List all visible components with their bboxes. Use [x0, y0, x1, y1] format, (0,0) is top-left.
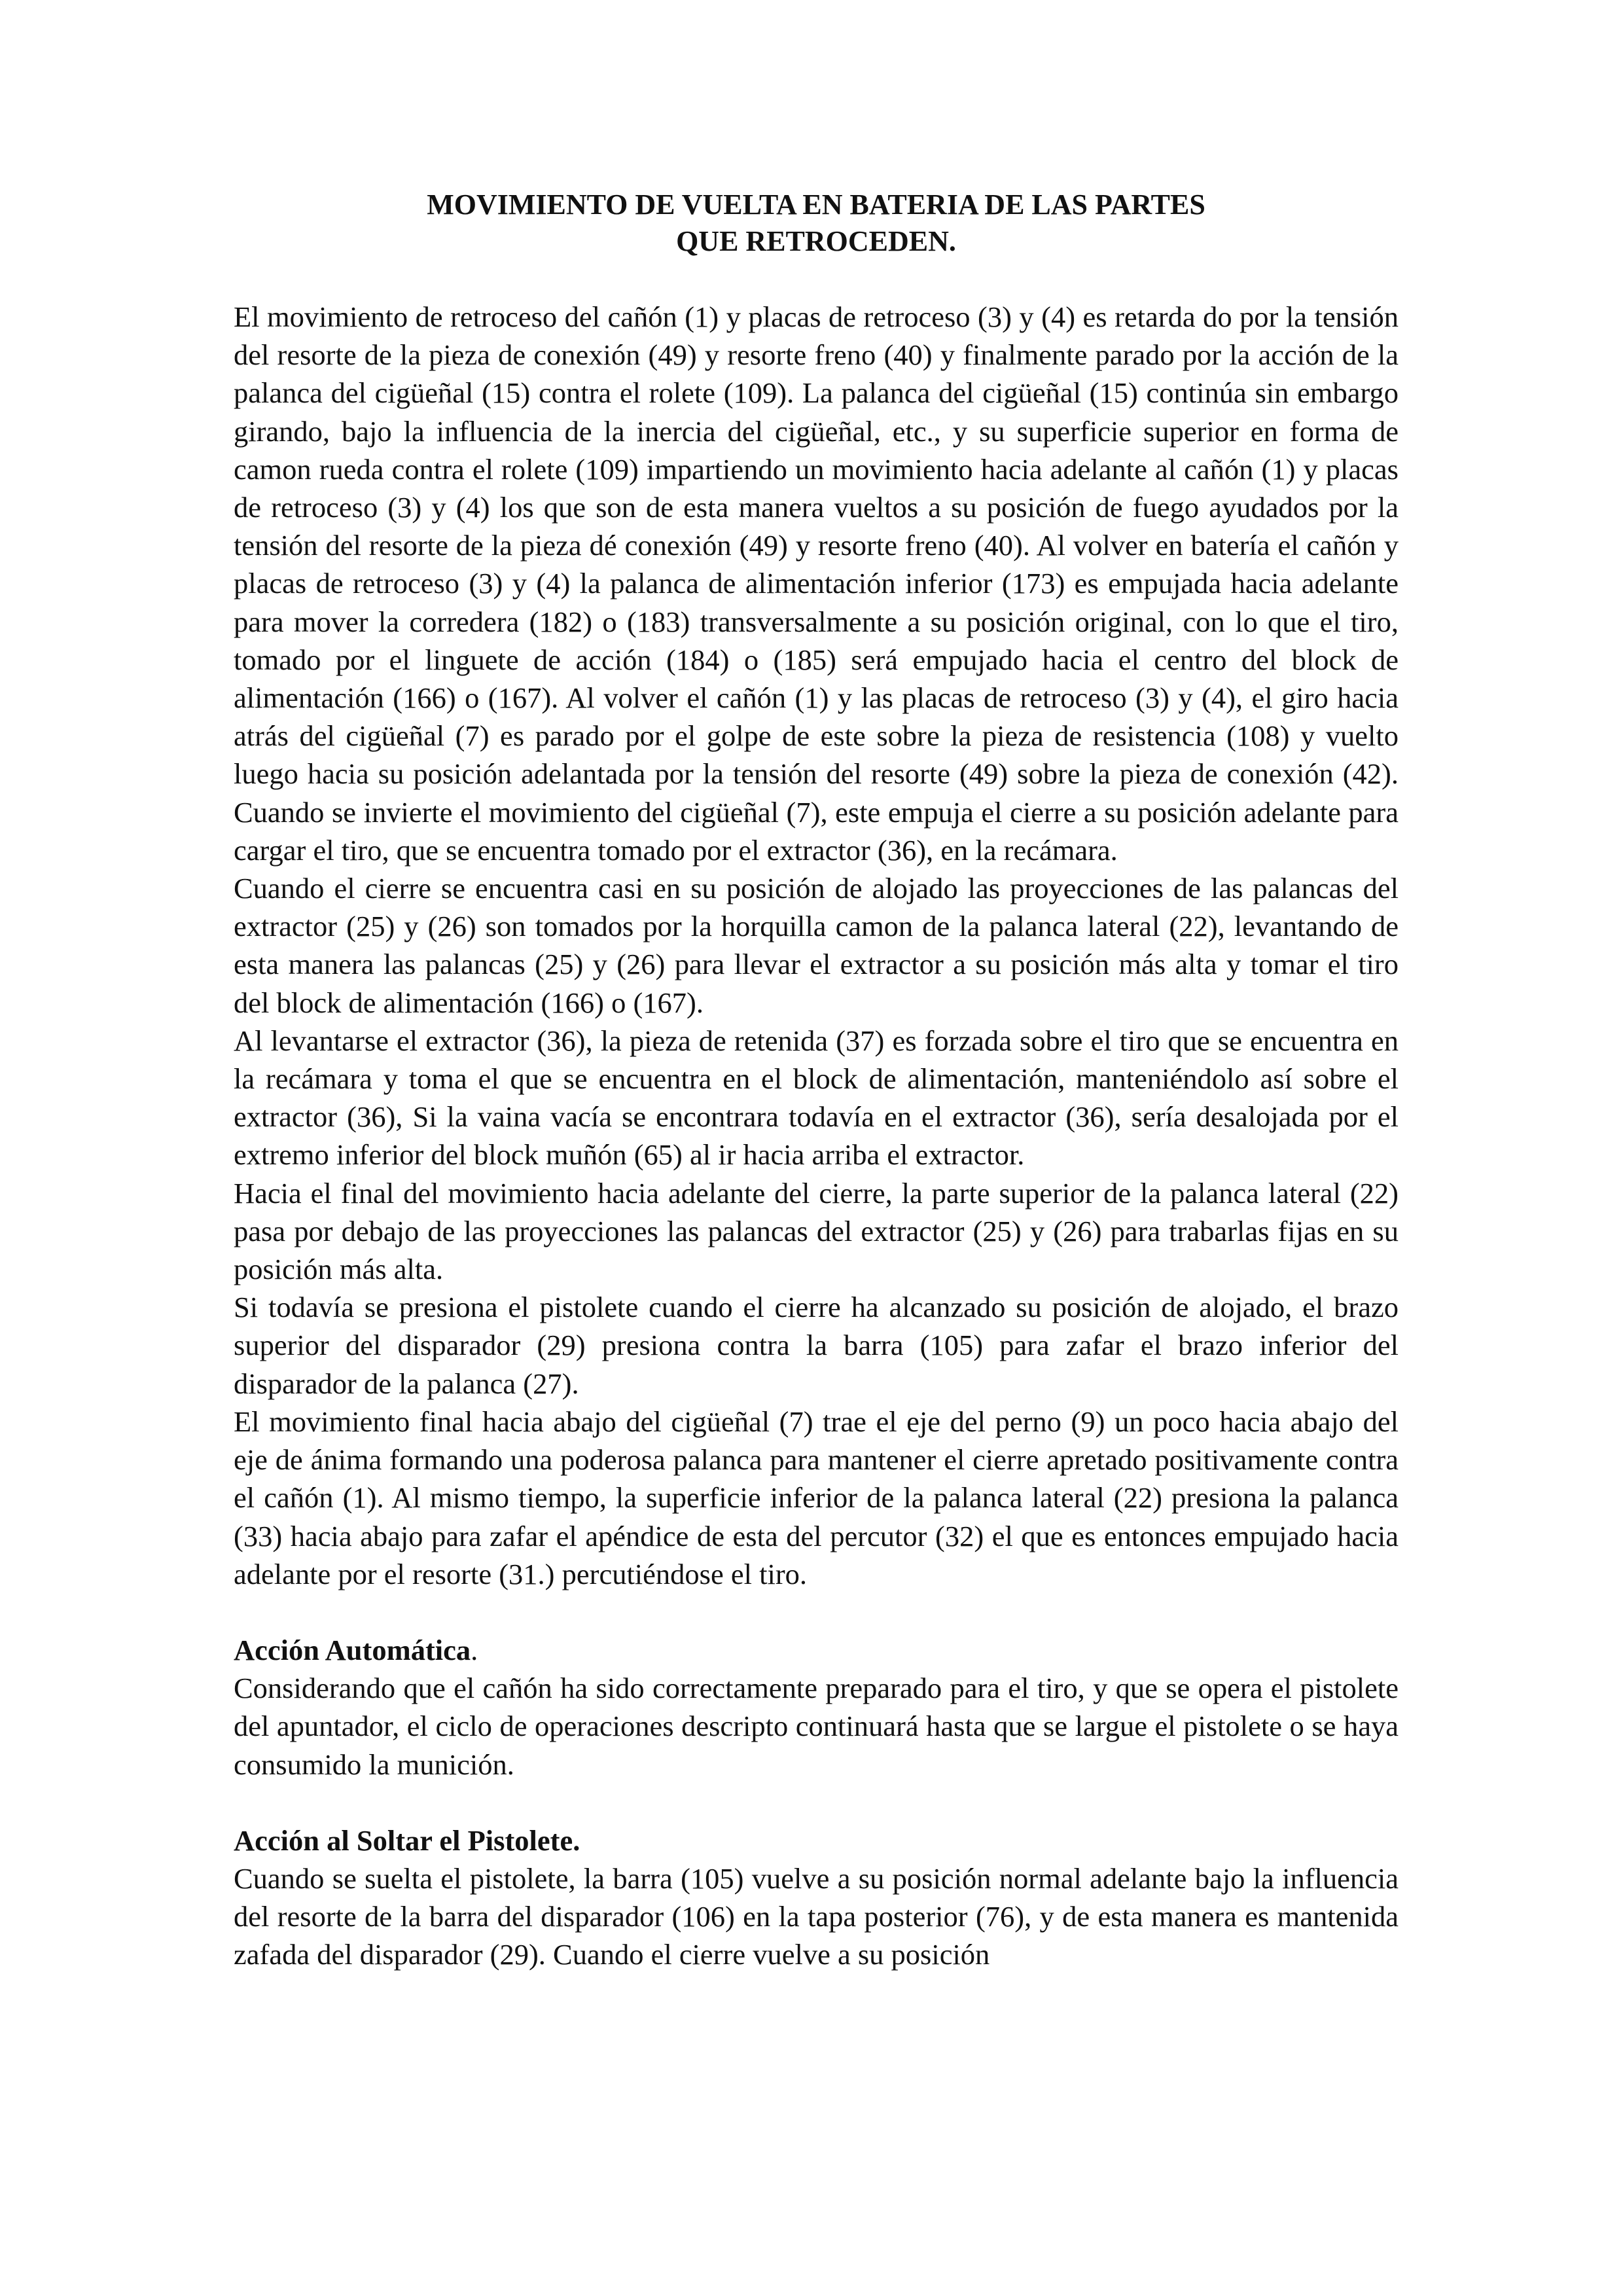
paragraph-cierre-alojado: Cuando el cierre se encuentra casi en su posición de alojado las proyecciones de las palancas del extractor (25) y (26) son tomados por la horquilla camon de la palanca lateral (22), levantando de esta manera las palancas (25) y (26) para llevar el extractor a su posición más alta y tomar el tiro del block de alimentación (166) o (167).	[234, 872, 1399, 1019]
paragraph-retroceso: El movimiento de retroceso del cañón (1) y placas de retroceso (3) y (4) es retarda do por la tensión del resorte de la pieza de conexión (49) y resorte freno (40) y finalmente parado por la acción de la palanca del cigüeñal (15) contra el rolete (109). La palanca del cigüeñal (15) continúa sin embargo girando, bajo la influencia de la inercia del cigüeñal, etc., y su superficie superior en forma de camon rueda contra el rolete (109) impartiendo un movimiento hacia adelante al cañón (1) y placas de retroceso (3) y (4) los que son de esta manera vueltos a su posición de fuego ayudados por la tensión del resorte de la pieza dé conexión (49) y resorte freno (40). Al volver en batería el cañón y placas de retroceso (3) y (4) la palanca de alimentación inferior (173) es empujada hacia adelante para mover la corredera (182) o (183) transversalmente a su posición original, con lo que el tiro, tomado por el linguete de acción (184) o (185) será empujado hacia el centro del block de alimentación (166) o (167). Al volver el cañón (1) y las placas de retroceso (3) y (4), el giro hacia atrás del cigüeñal (7) es parado por el golpe de este sobre la pieza de resistencia (108) y vuelto luego hacia su posición adelantada por la tensión del resorte (49) sobre la pieza de conexión (42). Cuando se invierte el movimiento del cigüeñal (7), este empuja el cierre a su posición adelante para cargar el tiro, que se encuentra tomado por el extractor (36), en la recámara.	[234, 300, 1399, 867]
paragraph-pistolete-presionado: Si todavía se presiona el pistolete cuando el cierre ha alcanzado su posición de alojado, el brazo superior del disparador (29) presiona contra la barra (105) para zafar el brazo inferior del disparador de la palanca (27).	[234, 1291, 1399, 1400]
section-heading-accion-automatica	[234, 1631, 1399, 1669]
document-title	[234, 187, 1399, 260]
paragraph-extractor: Al levantarse el extractor (36), la pieza de retenida (37) es forzada sobre el tiro que se encuentra en la recámara y toma el que se encuentra en el block de alimentación, manteniéndolo así sobre el extractor (36), Si la vaina vacía se encontrara todavía en el extractor (36), sería desalojada por el extremo inferior del block muñón (65) al ir hacia arriba el extractor.	[234, 1024, 1399, 1172]
paragraph-accion-automatica: Considerando que el cañón ha sido correctamente preparado para el tiro, y que se opera el pistolete del apuntador, el ciclo de operaciones descripto continuará hasta que se largue el pistolete o se haya consumido la munición.	[234, 1672, 1399, 1781]
section-gap	[234, 1784, 1399, 1821]
paragraph-movimiento-final: El movimiento final hacia abajo del cigüeñal (7) trae el eje del perno (9) un poco hacia abajo del eje de ánima formando una poderosa palanca para mantener el cierre apretado positivamente contra el cañón (1). Al mismo tiempo, la superficie inferior de la palanca lateral (22) presiona la palanca (33) hacia abajo para zafar el apéndice de esta del percutor (32) el que es entonces empujado hacia adelante por el resorte (31.) percutiéndose el tiro.	[234, 1405, 1399, 1590]
title-line-1: MOVIMIENTO DE VUELTA EN BATERIA DE LAS PARTES	[427, 188, 1205, 221]
section-gap	[234, 1593, 1399, 1631]
section-heading-soltar-pistolete: Acción al Soltar el Pistolete.	[234, 1823, 580, 1857]
heading-text: Acción Automática	[234, 1633, 471, 1666]
heading-period: .	[471, 1633, 478, 1666]
document-page	[234, 187, 1399, 1974]
paragraph-soltar-pistolete: Cuando se suelta el pistolete, la barra (105) vuelve a su posición normal adelante bajo la influencia del resorte de la barra del disparador (106) en la tapa posterior (76), y de esta manera es mantenida zafada del disparador (29). Cuando el cierre vuelve a su posición	[234, 1861, 1399, 1971]
paragraph-final-movimiento: Hacia el final del movimiento hacia adelante del cierre, la parte superior de la palanca lateral (22) pasa por debajo de las proyecciones las palancas del extractor (25) y (26) para trabarlas fijas en su posición más alta.	[234, 1176, 1399, 1286]
title-line-2: QUE RETROCEDEN.	[676, 225, 956, 257]
